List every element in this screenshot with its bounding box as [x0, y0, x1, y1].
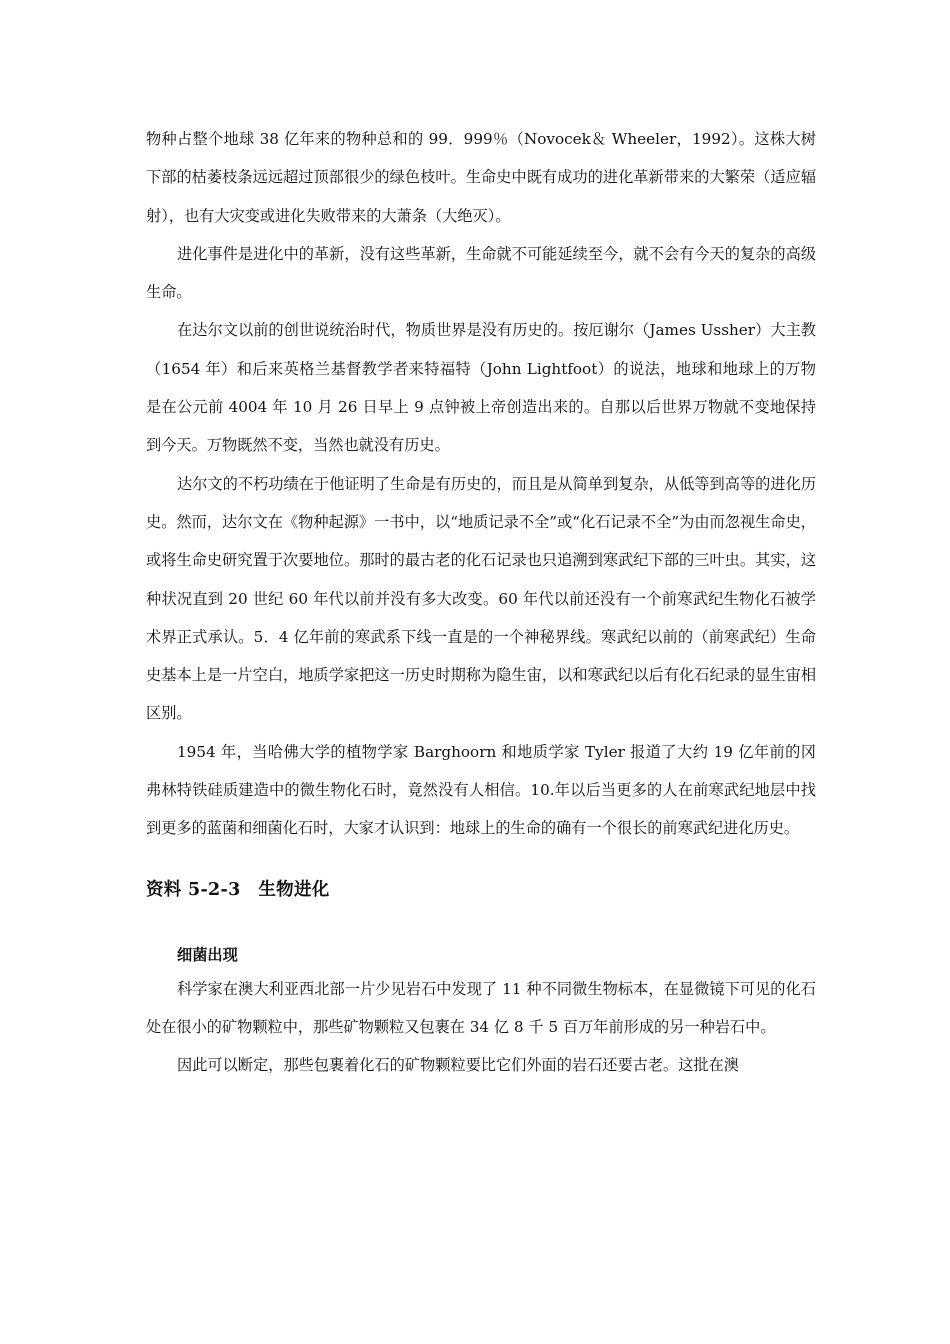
paragraph-species-tree: 物种占整个地球 38 亿年来的物种总和的 99．999％（Novocek＆ Wheeler，1992）。这株大树下部的枯萎枝条远远超过顶部很少的绿色枝叶。生命史中既有成功的进化革新带来的大繁荣（适应辐射），也有大灾变或进化失败带来的大萧条（大绝灭）。: [146, 130, 816, 225]
section-title: 资料 5-2-3 生物进化: [146, 879, 330, 900]
paragraph-microfossils: 1954 年，当哈佛大学的植物学家 Barghoorn 和地质学家 Tyler 报道了大约 19 亿年前的冈弗林特铁硅质建造中的微生物化石时，竟然没有人相信。10.年以后当更多的人在前寒武纪地层中找到更多的蓝菌和细菌化石时，大家才认识到：地球上的生命的确有一个很长的前寒武纪进化历史。: [146, 742, 816, 838]
paragraph-mineral-grains: 因此可以断定，那些包裹着化石的矿物颗粒要比它们外面的岩石还要古老。这批在澳: [177, 1056, 739, 1075]
paragraph-darwin: 达尔文的不朽功绩在于他证明了生命是有历史的，而且是从简单到复杂，从低等到高等的进化历史。然而，达尔文在《物种起源》一书中，以“地质记录不全”或“化石记录不全”为由而忽视生命史，或将生命史研究置于次要地位。那时的最古老的化石记录也只追溯到寒武纪下部的三叶虫。其实，这种状况直到 20 世纪 60 年代以前并没有多大改变。60 年代以前还没有一个前寒武纪生物化石被学术界正式承认。5．4 亿年前的寒武系下线一直是的一个神秘界线。寒武纪以前的（前寒武纪）生命史基本上是一片空白，地质学家把这一历史时期称为隐生宙，以和寒武纪以后有化石纪录的显生宙相区别。: [146, 474, 816, 723]
paragraph-australia-fossils: 科学家在澳大利亚西北部一片少见岩石中发现了 11 种不同微生物标本，在显微镜下可见的化石处在很小的矿物颗粒中，那些矿物颗粒又包裹在 34 亿 8 千 5 百万年前形成的另一种岩石中。: [146, 979, 816, 1036]
subheading-bacteria: 细菌出现: [177, 945, 238, 964]
paragraph-evolution-events: 进化事件是进化中的革新，没有这些革新，生命就不可能延续至今，就不会有今天的复杂的高级生命。: [146, 244, 816, 302]
paragraph-creationism: 在达尔文以前的创世说统治时代，物质世界是没有历史的。按厄谢尔（James Ussher）大主教（1654 年）和后来英格兰基督教学者来特福特（John Lightfoot）的说法，地球和地球上的万物是在公元前 4004 年 10 月 26 日早上 9 点钟被上帝创造出来的。自那以后世界万物就不变地保持到今天。万物既然不变，当然也就没有历史。: [146, 321, 816, 455]
document-body: [146, 120, 816, 1085]
